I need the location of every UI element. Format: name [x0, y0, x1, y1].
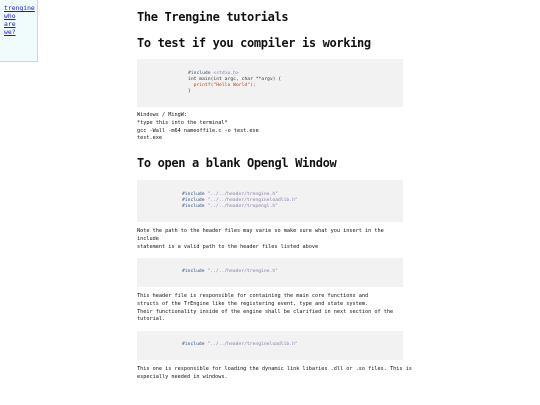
description-line: especially needed in windows. — [137, 373, 228, 380]
instruction-line: Windows / MingW: — [137, 112, 187, 118]
nav-link-who[interactable]: who — [4, 12, 16, 20]
code-line-2: int main(int argc, char **argv) { — [188, 76, 282, 82]
code-line-1: #include "../../header/trengine.h" — [182, 269, 278, 274]
code-line-1: #include <stdio.h> — [188, 71, 239, 76]
nav-link-trengine[interactable]: trengine — [4, 4, 35, 12]
description-line: tutorial. — [137, 316, 166, 323]
section-heading-opengl: To open a blank Opengl Window — [137, 156, 337, 170]
code-line-2: #include "../../header/trengineloadlib.h" — [182, 197, 298, 203]
description-line: This header file is responsible for containing the main core functions and — [137, 293, 369, 299]
compile-instructions — [137, 112, 403, 143]
loadlib-header-description — [137, 366, 412, 382]
description-line: structs of the TrEngine like the registering event, type and state system. — [137, 300, 369, 307]
note-line: Note the path to the header files may varie so make sure what you insert in the — [137, 228, 384, 234]
nav-link-are[interactable]: are — [4, 20, 16, 28]
description-line: Their functionality inside of the engine shall be clarified in next section of the — [137, 308, 394, 315]
code-line-4: } — [188, 88, 191, 94]
instruction-line: *type this into the terminal* — [137, 119, 228, 126]
code-block-loadlib-header — [137, 331, 403, 360]
code-line-1: #include "../../header/trengine.h" — [182, 192, 278, 197]
sidebar-nav — [0, 0, 38, 62]
include-path-note — [137, 228, 403, 251]
instruction-line: test.exe — [137, 135, 162, 142]
code-line-3: #include "../../header/tropengl.h" — [182, 203, 278, 209]
code-line-3: printf("Hello World"); — [188, 82, 256, 88]
section-heading-compiler: To test if you compiler is working — [137, 36, 371, 50]
note-line: include — [137, 235, 159, 242]
code-block-includes — [137, 180, 403, 222]
code-block-trengine-header — [137, 258, 403, 287]
code-line-1: #include "../../header/trengineloadlib.h" — [182, 342, 298, 347]
nav-link-we[interactable]: we? — [4, 28, 16, 36]
trengine-header-description — [137, 293, 403, 324]
description-line: This one is responsible for loading the dynamic link libaries .dll or .so files. This is — [137, 366, 412, 372]
code-block-hello-world — [137, 59, 403, 107]
page-title: The Trengine tutorials — [137, 10, 289, 24]
instruction-line: gcc -Wall -m64 nameoffile.c -o test.exe — [137, 127, 259, 134]
note-line: statement is a valid path to the header files listed above — [137, 243, 319, 250]
